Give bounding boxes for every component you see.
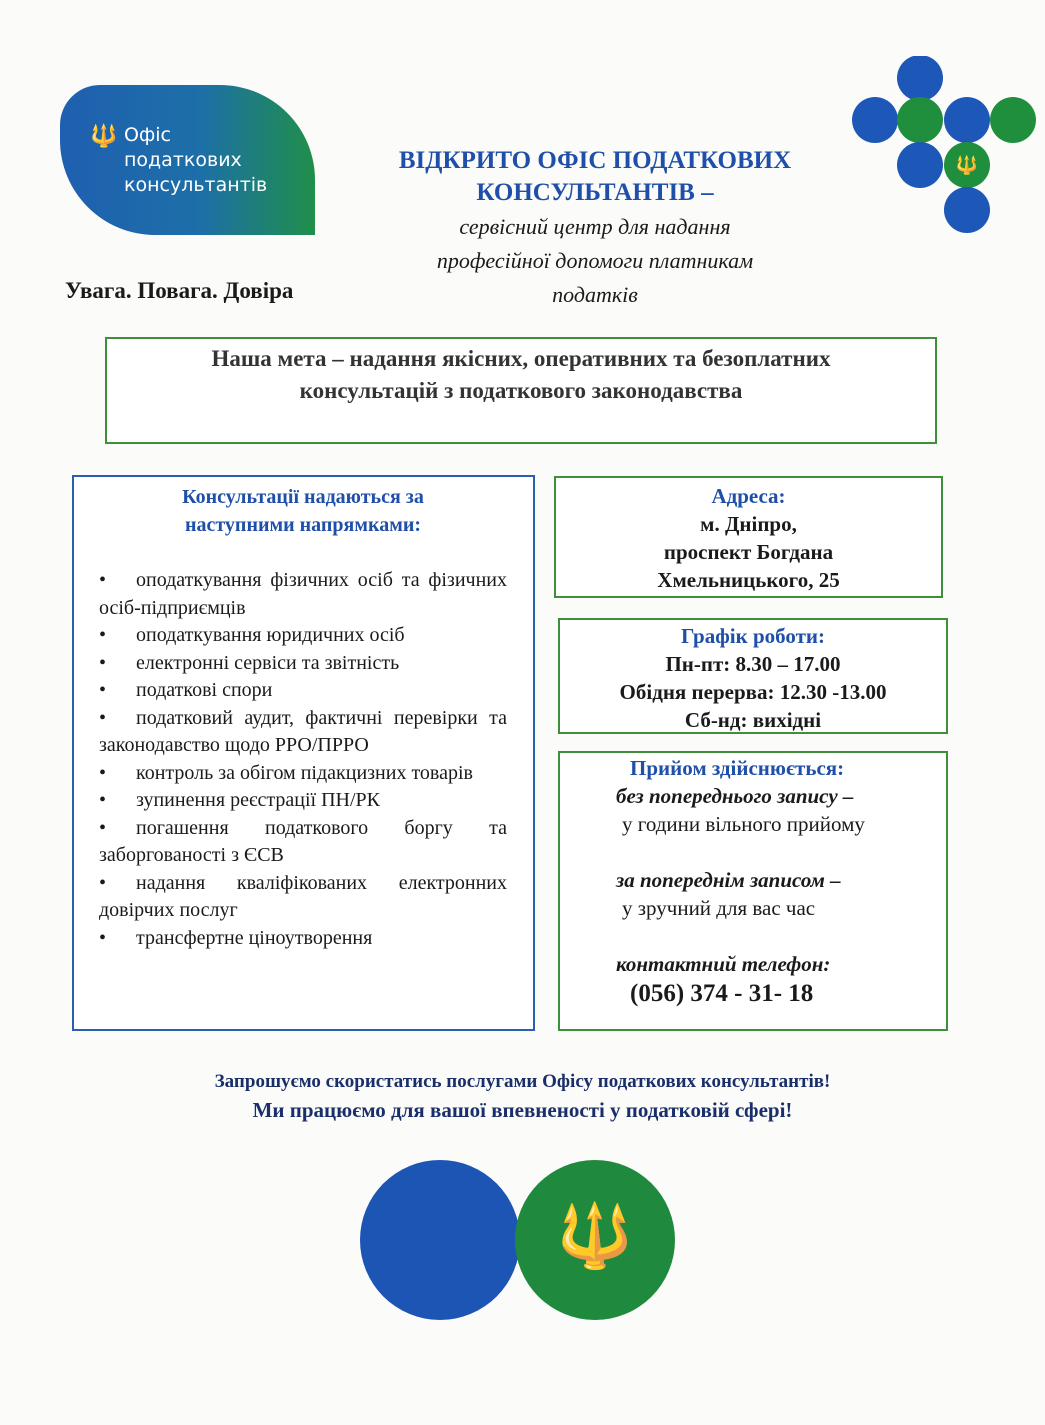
list-item: • зупинення реєстрації ПН/РК [99,787,507,815]
decor-dot [897,55,943,101]
green-circle [515,1160,675,1320]
reception-option-desc: у зручний для вас час [622,896,816,920]
list-item: • трансфертне ціноутворення [99,925,507,953]
decor-dot [897,97,943,143]
subtitle-line: сервісний центр для надання [459,214,731,239]
title-line: КОНСУЛЬТАНТІВ – [476,179,714,206]
crop-mask [897,0,1045,56]
logo-line: податкових [124,149,242,171]
motto: Увага. Повага. Довіра [65,278,294,303]
page-title [345,145,845,311]
address-box [554,476,943,598]
tryzub-icon: 🔱 [90,123,118,148]
address-line: проспект Богдана [663,540,834,564]
list-item: • податковий аудит, фактичні перевірки та законодавство щодо РРО/ПРРО [99,705,507,760]
goal-line: Наша мета – надання якісних, оперативних та безоплатних [211,346,831,371]
reception-option-desc: у години вільного прийому [622,812,865,836]
decor-dot [944,97,990,143]
schedule-box [558,618,948,734]
list-item: • контроль за обігом підакцизних товарів [99,760,507,788]
logo-line: консультантів [124,174,268,196]
decor-dot [897,142,943,188]
reception-option: без попереднього запису – [616,784,854,808]
schedule-weekend: Сб-нд: вихідні [684,708,822,732]
office-logo [60,85,315,235]
title-line: ВІДКРИТО ОФІС ПОДАТКОВИХ [398,147,792,174]
subtitle-line: професійної допомоги платникам [436,248,754,273]
reception-option: за попереднім записом – [616,868,841,892]
schedule-heading: Графік роботи: [681,624,825,648]
goal-line: консультацій з податкового законодавства [299,378,743,403]
reception-box [558,751,948,1031]
phone-label: контактний телефон: [616,952,831,976]
directions-box [72,475,535,1031]
footer-line: Ми працюємо для вашої впевненості у податковій сфері! [252,1098,793,1122]
address-line: м. Дніпро, [700,512,797,536]
footer-line: Запрошуємо скористатись послугами Офісу податкових консультантів! [214,1071,831,1092]
tryzub-icon: 🔱 [944,142,990,188]
reception-heading: Прийом здійснюється: [630,756,845,780]
list-item: • погашення податкового боргу та заборгованості з ЄСВ [99,815,507,870]
directions-heading: Консультації надаються за наступними напрямками: [182,486,424,536]
decor-dot [990,97,1036,143]
logo-line: Офіс [124,124,171,146]
tryzub-icon: 🔱 [556,1203,634,1271]
list-item: • оподаткування фізичних осіб та фізичних осіб-підприємців [99,567,507,622]
phone-number: (056) 374 - 31- 18 [630,980,814,1007]
blue-circle [360,1160,520,1320]
list-item: • електронні сервіси та звітність [99,650,507,678]
subtitle-line: податків [552,282,638,307]
directions-list [99,567,507,952]
logo-text [124,123,267,198]
goal-box [105,337,937,444]
address-heading: Адреса: [711,484,786,508]
footer-invitation [0,1068,1045,1124]
decor-dot [944,187,990,233]
schedule-lunch: Обідня перерва: 12.30 -13.00 [619,680,887,704]
address-line: Хмельницького, 25 [657,568,840,592]
decor-dot [852,97,898,143]
list-item: • податкові спори [99,677,507,705]
list-item: • оподаткування юридичних осіб [99,622,507,650]
list-item: • надання кваліфікованих електронних довірчих послуг [99,870,507,925]
schedule-weekdays: Пн-пт: 8.30 – 17.00 [665,652,841,676]
